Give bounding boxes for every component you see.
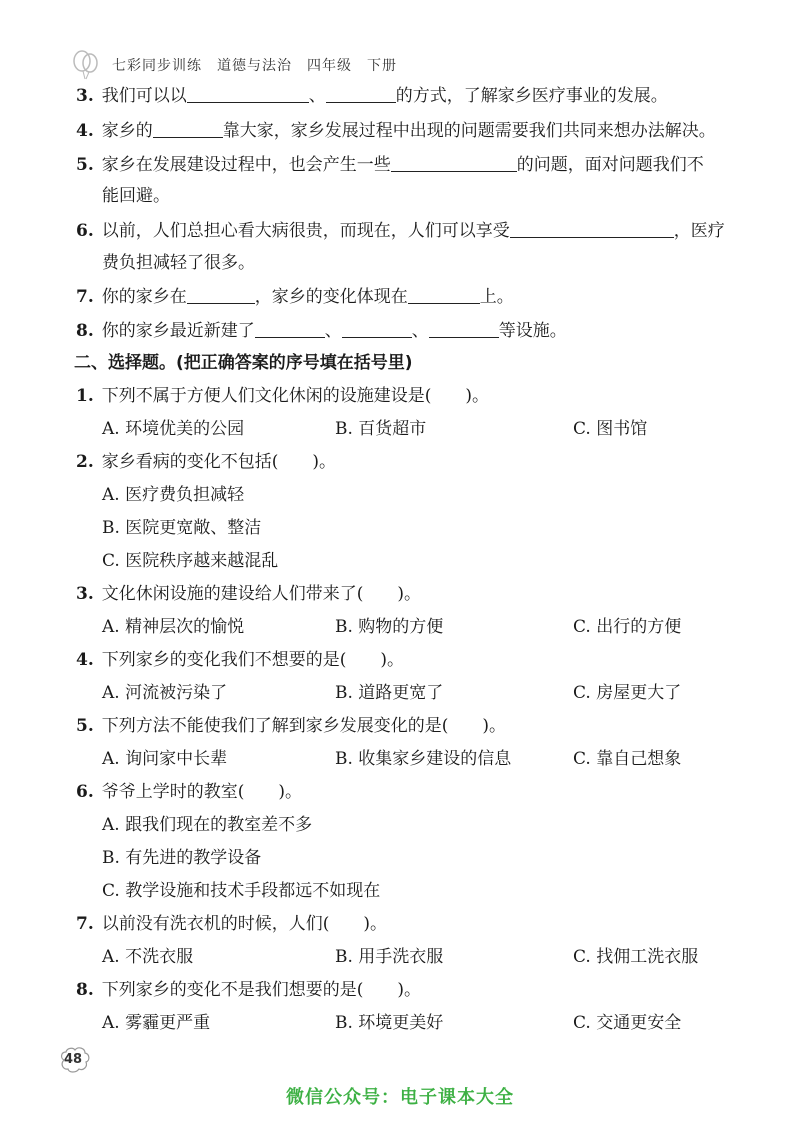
option-a[interactable]: A. 询问家中长辈 bbox=[102, 749, 228, 769]
page-header bbox=[70, 50, 397, 80]
choice-question-2: 2. 家乡看病的变化不包括( )。 bbox=[76, 452, 337, 472]
watermark-text: 微信公众号：电子课本大全 bbox=[286, 1087, 514, 1108]
balloon-logo-icon bbox=[70, 50, 102, 80]
answer-blank[interactable] bbox=[391, 153, 517, 172]
option-b[interactable]: B. 有先进的教学设备 bbox=[102, 848, 262, 868]
option-b[interactable]: B. 道路更宽了 bbox=[335, 683, 444, 703]
answer-blank[interactable] bbox=[326, 84, 396, 103]
choice-question-3: 3. 文化休闲设施的建设给人们带来了( )。 bbox=[76, 584, 422, 604]
book-title: 七彩同步训练 道德与法治 四年级 下册 bbox=[112, 58, 397, 74]
option-c[interactable]: C. 房屋更大了 bbox=[573, 683, 682, 703]
option-b[interactable]: B. 用手洗衣服 bbox=[335, 947, 444, 967]
option-c[interactable]: C. 靠自己想象 bbox=[573, 749, 682, 769]
option-a[interactable]: A. 精神层次的愉悦 bbox=[102, 617, 245, 637]
option-b[interactable]: B. 购物的方便 bbox=[335, 617, 444, 637]
answer-blank[interactable] bbox=[408, 285, 480, 304]
option-a[interactable]: A. 医疗费负担减轻 bbox=[102, 485, 245, 505]
option-c[interactable]: C. 医院秩序越来越混乱 bbox=[102, 551, 279, 571]
answer-blank[interactable] bbox=[255, 319, 325, 338]
option-c[interactable]: C. 交通更安全 bbox=[573, 1013, 682, 1033]
choice-question-5: 5. 下列方法不能使我们了解到家乡发展变化的是( )。 bbox=[76, 716, 507, 736]
option-a[interactable]: A. 跟我们现在的教室差不多 bbox=[102, 815, 313, 835]
fill-question-6-cont: 费负担减轻了很多。 bbox=[102, 253, 255, 273]
option-a[interactable]: A. 不洗衣服 bbox=[102, 947, 194, 967]
fill-question-3: 3. 我们可以以 、 的方式，了解家乡医疗事业的发展。 bbox=[76, 86, 668, 106]
fill-question-5-cont: 能回避。 bbox=[102, 186, 170, 206]
choice-question-7: 7. 以前没有洗衣机的时候，人们( )。 bbox=[76, 914, 388, 934]
option-c[interactable]: C. 教学设施和技术手段都远不如现在 bbox=[102, 881, 381, 901]
answer-blank[interactable] bbox=[342, 319, 412, 338]
option-b[interactable]: B. 医院更宽敞、整洁 bbox=[102, 518, 262, 538]
option-c[interactable]: C. 找佣工洗衣服 bbox=[573, 947, 699, 967]
fill-question-6: 6. 以前，人们总担心看大病很贵，而现在，人们可以享受 ，医疗 bbox=[76, 221, 725, 241]
option-a[interactable]: A. 环境优美的公园 bbox=[102, 419, 245, 439]
fill-question-4: 4. 家乡的 靠大家，家乡发展过程中出现的问题需要我们共同来想办法解决。 bbox=[76, 121, 716, 141]
answer-blank[interactable] bbox=[187, 84, 309, 103]
fill-question-8: 8. 你的家乡最近新建了 、 、 等设施。 bbox=[76, 321, 567, 341]
answer-blank[interactable] bbox=[153, 119, 223, 138]
fill-question-7: 7. 你的家乡在 ，家乡的变化体现在 上。 bbox=[76, 287, 514, 307]
option-b[interactable]: B. 收集家乡建设的信息 bbox=[335, 749, 512, 769]
answer-blank[interactable] bbox=[510, 219, 674, 238]
option-b[interactable]: B. 百货超市 bbox=[335, 419, 427, 439]
section-heading: 二、选择题。(把正确答案的序号填在括号里) bbox=[74, 353, 413, 373]
choice-question-4: 4. 下列家乡的变化我们不想要的是( )。 bbox=[76, 650, 405, 670]
fill-question-5: 5. 家乡在发展建设过程中，也会产生一些 的问题，面对问题我们不 bbox=[76, 155, 704, 175]
choice-question-6: 6. 爷爷上学时的教室( )。 bbox=[76, 782, 303, 802]
option-c[interactable]: C. 图书馆 bbox=[573, 419, 648, 439]
answer-blank[interactable] bbox=[429, 319, 499, 338]
option-a[interactable]: A. 河流被污染了 bbox=[102, 683, 228, 703]
option-b[interactable]: B. 环境更美好 bbox=[335, 1013, 444, 1033]
answer-blank[interactable] bbox=[187, 285, 255, 304]
page-number: 48 bbox=[64, 1052, 83, 1067]
choice-question-8: 8. 下列家乡的变化不是我们想要的是( )。 bbox=[76, 980, 422, 1000]
option-a[interactable]: A. 雾霾更严重 bbox=[102, 1013, 211, 1033]
choice-question-1: 1. 下列不属于方便人们文化休闲的设施建设是( )。 bbox=[76, 386, 490, 406]
option-c[interactable]: C. 出行的方便 bbox=[573, 617, 682, 637]
